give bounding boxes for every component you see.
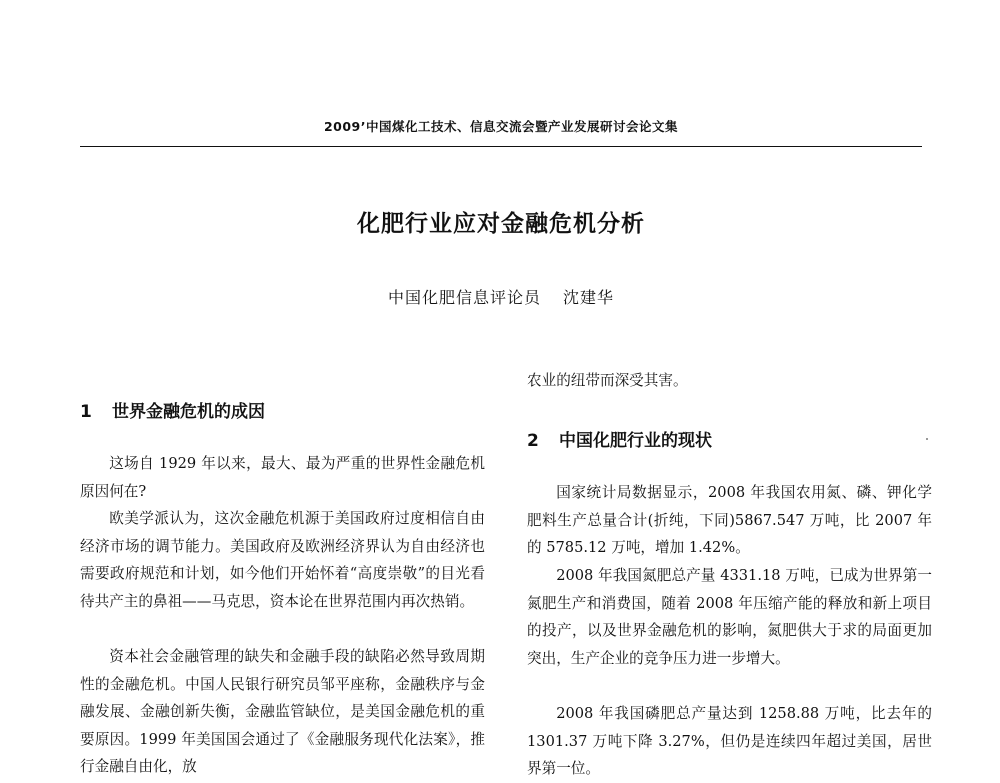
paragraph: 资本社会金融管理的缺失和金融手段的缺陷必然导致周期性的金融危机。中国人民银行研究员邹平座称，金融秩序与金融发展、金融创新失衡，金融监管缺位，是美国金融危机的重要原因。1999 年美国国会通过了《金融服务现代化法案》，推行金融自由化，放 (80, 648, 485, 775)
paragraph: 这场自 1929 年以来，最大、最为严重的世界性金融危机原因何在? (80, 455, 485, 500)
byline (80, 285, 922, 308)
running-header: 2009’中国煤化工技术、信息交流会暨产业发展研讨会论文集 (323, 119, 679, 134)
section-number: 1 (80, 402, 92, 422)
paragraph: 2008 年我国磷肥总产量达到 1258.88 万吨，比去年的 1301.37 万吨下降 3.27%，但仍是连续四年超过美国，居世界第一位。 (527, 705, 932, 777)
paragraph: 2008 年我国氮肥总产量 4331.18 万吨，已成为世界第一氮肥生产和消费国，随着 2008 年压缩产能的释放和新上项目的投产，以及世界金融危机的影响，氮肥供大于求的局面更加突出，生产企业的竞争压力进一步增大。 (527, 567, 932, 667)
section-heading-2 (527, 426, 712, 451)
section-heading-1 (80, 397, 265, 422)
section-title: 世界金融危机的成因 (112, 402, 265, 422)
paragraph-continuation: 农业的纽带而深受其害。 (527, 372, 688, 389)
section-title: 中国化肥行业的现状 (559, 431, 712, 451)
paragraph: 欧美学派认为，这次金融危机源于美国政府过度相信自由经济市场的调节能力。美国政府及欧洲经济界认为自由经济也需要政府规范和计划，如今他们开始怀着“高度崇敬”的目光看待共产主的鼻祖——马克思，资本论在世界范围内再次热销。 (80, 510, 485, 610)
author-name: 沈建华 (563, 288, 615, 307)
paper-title: 化肥行业应对金融危机分析 (357, 211, 645, 237)
scan-speck (926, 438, 928, 440)
header-rule (80, 146, 922, 147)
section-number: 2 (527, 431, 539, 451)
author-affiliation: 中国化肥信息评论员 (387, 288, 541, 307)
paragraph: 国家统计局数据显示，2008 年我国农用氮、磷、钾化学肥料生产总量合计(折纯，下同)5867.547 万吨，比 2007 年的 5785.12 万吨，增加 1.42%。 (527, 484, 932, 556)
